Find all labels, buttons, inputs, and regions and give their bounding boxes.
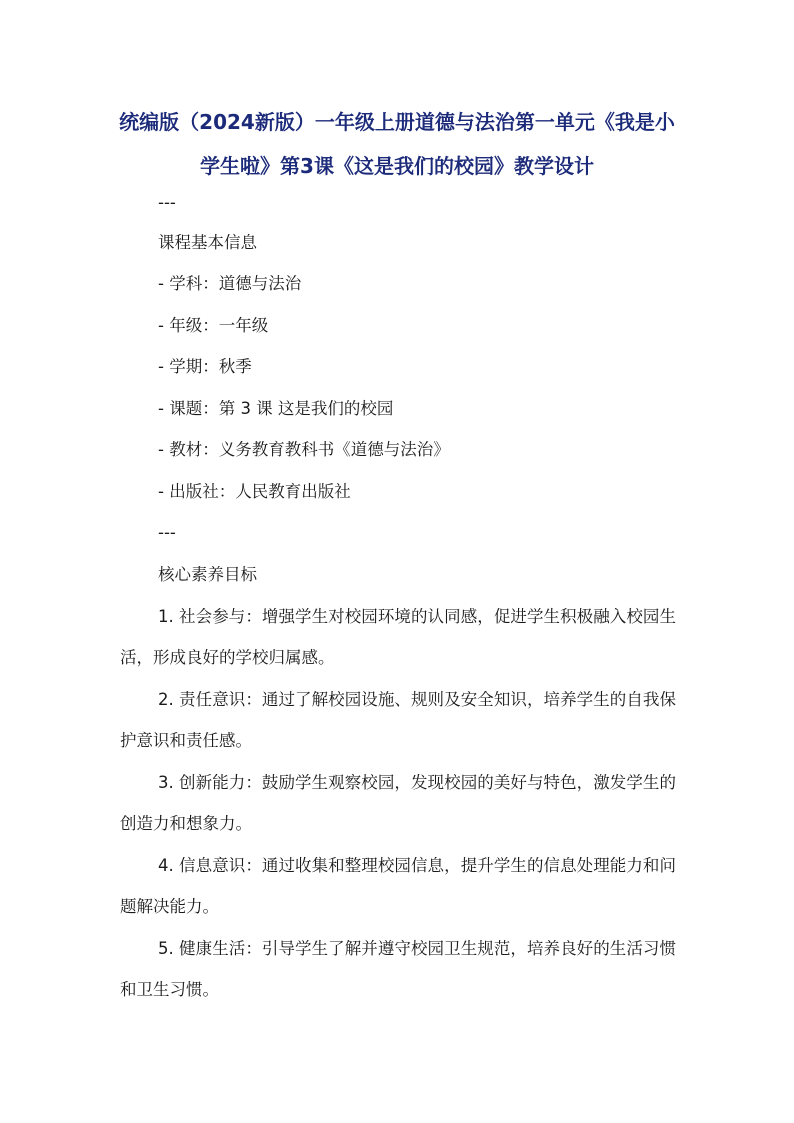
info-item-subject: - 学科：道德与法治	[158, 274, 302, 293]
core-item-social: 1. 社会参与：增强学生对校园环境的认同感，促进学生积极融入校园生活，形成良好的学校归属感。	[120, 607, 676, 667]
core-item-health: 5. 健康生活：引导学生了解并遵守校园卫生规范，培养良好的生活习惯和卫生习惯。	[120, 939, 676, 999]
separator: ---	[158, 193, 176, 212]
section-heading-core-literacy: 核心素养目标	[158, 565, 257, 584]
info-item-topic: - 课题：第 3 课 这是我们的校园	[158, 399, 394, 418]
info-item-term: - 学期：秋季	[158, 357, 252, 376]
info-item-textbook: - 教材：义务教育教科书《道德与法治》	[158, 440, 450, 459]
core-item-information: 4. 信息意识：通过收集和整理校园信息，提升学生的信息处理能力和问题解决能力。	[120, 856, 676, 916]
core-item-innovation: 3. 创新能力：鼓励学生观察校园，发现校园的美好与特色，激发学生的创造力和想象力。	[120, 773, 676, 833]
document-title: 统编版（2024新版）一年级上册道德与法治第一单元《我是小学生啦》第3课《这是我们的校园》教学设计	[119, 110, 675, 178]
core-item-responsibility: 2. 责任意识：通过了解校园设施、规则及安全知识，培养学生的自我保护意识和责任感。	[120, 690, 676, 750]
separator: ---	[158, 523, 176, 542]
section-heading-basic-info: 课程基本信息	[158, 233, 257, 252]
info-item-publisher: - 出版社：人民教育出版社	[158, 482, 351, 501]
info-item-grade: - 年级：一年级	[158, 316, 269, 335]
